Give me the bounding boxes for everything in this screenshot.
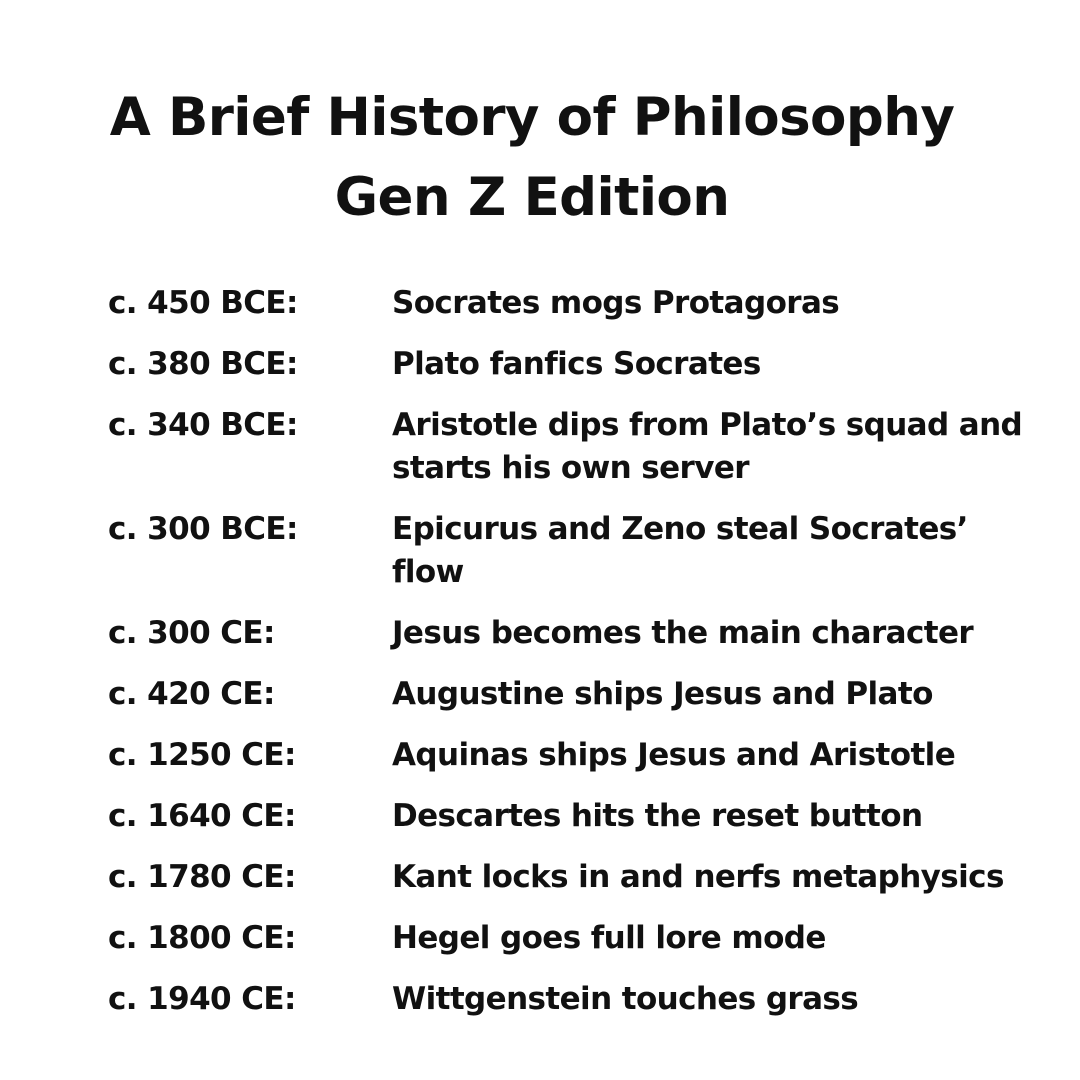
- timeline-date: c. 450 BCE:: [108, 285, 298, 321]
- timeline-date: c. 1780 CE:: [108, 859, 296, 895]
- timeline-event: Kant locks in and nerfs metaphysics: [392, 859, 1004, 895]
- timeline-row: [108, 734, 1048, 777]
- timeline-event: Plato fanfics Socrates: [392, 346, 761, 382]
- timeline-list: [108, 282, 1048, 1039]
- timeline-row: [108, 612, 1048, 655]
- timeline-event: Hegel goes full lore mode: [392, 920, 826, 956]
- timeline-date: c. 420 CE:: [108, 676, 275, 712]
- timeline-event: Epicurus and Zeno steal Socrates’ flow: [392, 511, 968, 590]
- timeline-date: c. 1250 CE:: [108, 737, 296, 773]
- timeline-date: c. 300 CE:: [108, 615, 275, 651]
- timeline-row: [108, 673, 1048, 716]
- page-title: [0, 78, 1064, 238]
- timeline-row: [108, 282, 1048, 325]
- timeline-date: c. 1800 CE:: [108, 920, 296, 956]
- timeline-event: Socrates mogs Protagoras: [392, 285, 840, 321]
- timeline-row: [108, 856, 1048, 899]
- timeline-row: [108, 343, 1048, 386]
- title-main: A Brief History of Philosophy: [109, 87, 955, 148]
- timeline-event: Wittgenstein touches grass: [392, 981, 859, 1017]
- timeline-event: Aristotle dips from Plato’s squad and starts his own server: [392, 407, 1023, 486]
- timeline-date: c. 1940 CE:: [108, 981, 296, 1017]
- timeline-row: [108, 978, 1048, 1021]
- timeline-row: [108, 404, 1048, 490]
- title-subtitle: Gen Z Edition: [334, 167, 730, 228]
- timeline-event: Aquinas ships Jesus and Aristotle: [392, 737, 956, 773]
- timeline-row: [108, 795, 1048, 838]
- timeline-row: [108, 508, 1048, 594]
- timeline-date: c. 380 BCE:: [108, 346, 298, 382]
- timeline-date: c. 300 BCE:: [108, 511, 298, 547]
- timeline-date: c. 1640 CE:: [108, 798, 296, 834]
- timeline-event: Jesus becomes the main character: [392, 615, 974, 651]
- timeline-event: Augustine ships Jesus and Plato: [392, 676, 933, 712]
- timeline-event: Descartes hits the reset button: [392, 798, 923, 834]
- timeline-date: c. 340 BCE:: [108, 407, 298, 443]
- timeline-row: [108, 917, 1048, 960]
